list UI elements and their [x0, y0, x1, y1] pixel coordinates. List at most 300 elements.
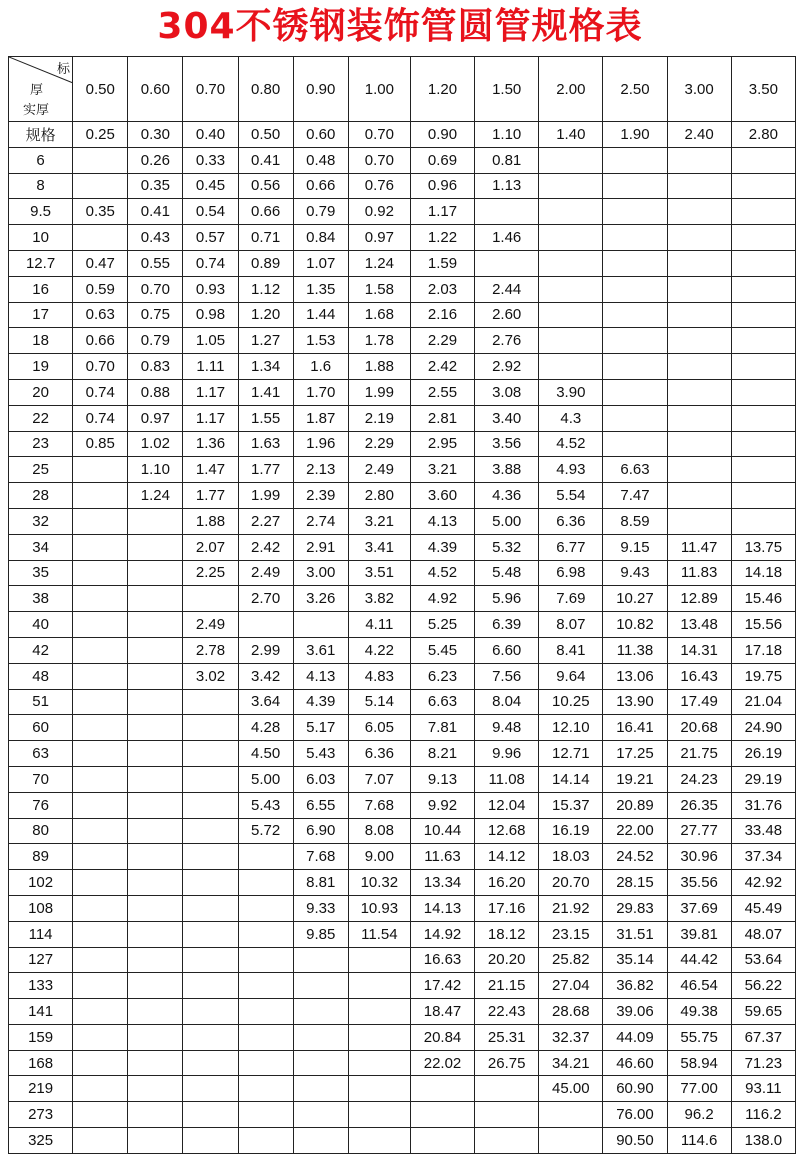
value-cell: 10.93: [348, 895, 410, 921]
size-cell: 16: [9, 276, 73, 302]
value-cell: 36.82: [603, 973, 667, 999]
value-cell: [293, 973, 348, 999]
value-cell: [731, 379, 795, 405]
value-cell: 7.68: [293, 844, 348, 870]
value-cell: 59.65: [731, 999, 795, 1025]
value-cell: [667, 483, 731, 509]
value-cell: [731, 457, 795, 483]
value-cell: 19.21: [603, 766, 667, 792]
value-cell: 8.04: [475, 689, 539, 715]
value-cell: [667, 508, 731, 534]
nominal-thickness-cell: 3.50: [731, 57, 795, 122]
value-cell: 20.89: [603, 792, 667, 818]
value-cell: [73, 792, 128, 818]
value-cell: 16.63: [410, 947, 474, 973]
value-cell: 0.74: [73, 379, 128, 405]
value-cell: 1.99: [348, 379, 410, 405]
value-cell: 1.12: [238, 276, 293, 302]
value-cell: [238, 973, 293, 999]
value-cell: [731, 483, 795, 509]
nominal-thickness-cell: 1.20: [410, 57, 474, 122]
value-cell: 1.24: [128, 483, 183, 509]
value-cell: [73, 612, 128, 638]
value-cell: 0.45: [183, 173, 238, 199]
value-cell: [731, 173, 795, 199]
value-cell: 48.07: [731, 921, 795, 947]
value-cell: [667, 379, 731, 405]
value-cell: 6.55: [293, 792, 348, 818]
value-cell: 30.96: [667, 844, 731, 870]
value-cell: 25.82: [539, 947, 603, 973]
value-cell: 49.38: [667, 999, 731, 1025]
value-cell: 0.85: [73, 431, 128, 457]
corner-label-thickness: 厚: [30, 83, 44, 98]
value-cell: 10.44: [410, 818, 474, 844]
value-cell: 21.75: [667, 741, 731, 767]
value-cell: 0.55: [128, 250, 183, 276]
value-cell: [539, 173, 603, 199]
value-cell: 2.25: [183, 560, 238, 586]
value-cell: [731, 276, 795, 302]
value-cell: 1.46: [475, 225, 539, 251]
value-cell: 15.37: [539, 792, 603, 818]
value-cell: [348, 973, 410, 999]
actual-thickness-cell: 0.25: [73, 122, 128, 148]
value-cell: [128, 1050, 183, 1076]
value-cell: 2.92: [475, 354, 539, 380]
table-row: [9, 663, 796, 689]
value-cell: [73, 947, 128, 973]
value-cell: 0.56: [238, 173, 293, 199]
actual-thickness-cell: 0.30: [128, 122, 183, 148]
value-cell: [73, 1128, 128, 1154]
value-cell: 4.13: [293, 663, 348, 689]
value-cell: 2.42: [410, 354, 474, 380]
value-cell: [603, 302, 667, 328]
table-row: [9, 457, 796, 483]
value-cell: [348, 999, 410, 1025]
value-cell: [73, 508, 128, 534]
value-cell: 1.10: [128, 457, 183, 483]
value-cell: 37.69: [667, 895, 731, 921]
value-cell: [183, 741, 238, 767]
actual-thickness-cell: 1.90: [603, 122, 667, 148]
value-cell: 1.96: [293, 431, 348, 457]
value-cell: [293, 1050, 348, 1076]
value-cell: 0.69: [410, 147, 474, 173]
value-cell: 16.41: [603, 715, 667, 741]
value-cell: 2.99: [238, 637, 293, 663]
value-cell: 16.20: [475, 870, 539, 896]
value-cell: 45.49: [731, 895, 795, 921]
value-cell: 20.20: [475, 947, 539, 973]
corner-label-nominal: 标: [56, 62, 70, 77]
value-cell: [348, 1076, 410, 1102]
value-cell: [128, 973, 183, 999]
value-cell: 24.52: [603, 844, 667, 870]
value-cell: 55.75: [667, 1024, 731, 1050]
value-cell: 7.68: [348, 792, 410, 818]
value-cell: [238, 1076, 293, 1102]
table-row: [9, 921, 796, 947]
value-cell: [73, 1050, 128, 1076]
value-cell: 5.00: [238, 766, 293, 792]
value-cell: [348, 1024, 410, 1050]
value-cell: 39.81: [667, 921, 731, 947]
value-cell: 17.42: [410, 973, 474, 999]
table-row: [9, 637, 796, 663]
value-cell: 6.77: [539, 534, 603, 560]
size-cell: 23: [9, 431, 73, 457]
value-cell: [128, 663, 183, 689]
value-cell: 2.49: [348, 457, 410, 483]
size-cell: 22: [9, 405, 73, 431]
value-cell: 11.47: [667, 534, 731, 560]
value-cell: 44.09: [603, 1024, 667, 1050]
value-cell: [128, 612, 183, 638]
value-cell: 0.35: [128, 173, 183, 199]
value-cell: 4.28: [238, 715, 293, 741]
value-cell: [183, 818, 238, 844]
size-cell: 325: [9, 1128, 73, 1154]
value-cell: 4.13: [410, 508, 474, 534]
value-cell: 2.81: [410, 405, 474, 431]
size-cell: 48: [9, 663, 73, 689]
table-row: [9, 560, 796, 586]
size-cell: 38: [9, 586, 73, 612]
value-cell: [73, 715, 128, 741]
value-cell: [183, 1128, 238, 1154]
value-cell: [73, 560, 128, 586]
size-cell: 19: [9, 354, 73, 380]
value-cell: [128, 999, 183, 1025]
value-cell: 4.93: [539, 457, 603, 483]
size-cell: 42: [9, 637, 73, 663]
value-cell: 17.16: [475, 895, 539, 921]
value-cell: 9.64: [539, 663, 603, 689]
value-cell: 5.43: [238, 792, 293, 818]
value-cell: 138.0: [731, 1128, 795, 1154]
value-cell: [539, 276, 603, 302]
value-cell: [603, 225, 667, 251]
value-cell: 0.41: [238, 147, 293, 173]
value-cell: [238, 999, 293, 1025]
value-cell: 1.47: [183, 457, 238, 483]
size-cell: 108: [9, 895, 73, 921]
value-cell: [73, 534, 128, 560]
size-cell: 34: [9, 534, 73, 560]
value-cell: 3.21: [348, 508, 410, 534]
value-cell: 7.07: [348, 766, 410, 792]
value-cell: [603, 250, 667, 276]
value-cell: [128, 560, 183, 586]
value-cell: 6.98: [539, 560, 603, 586]
corner-label-actual: 实厚: [23, 103, 50, 118]
value-cell: 1.24: [348, 250, 410, 276]
value-cell: 13.75: [731, 534, 795, 560]
value-cell: 90.50: [603, 1128, 667, 1154]
value-cell: [73, 1024, 128, 1050]
size-cell: 12.7: [9, 250, 73, 276]
value-cell: 2.39: [293, 483, 348, 509]
value-cell: [183, 870, 238, 896]
value-cell: 1.6: [293, 354, 348, 380]
value-cell: 4.3: [539, 405, 603, 431]
size-cell: 40: [9, 612, 73, 638]
table-row: [9, 741, 796, 767]
value-cell: 1.02: [128, 431, 183, 457]
value-cell: 3.60: [410, 483, 474, 509]
value-cell: [475, 1102, 539, 1128]
size-cell: 32: [9, 508, 73, 534]
value-cell: 0.83: [128, 354, 183, 380]
value-cell: 4.22: [348, 637, 410, 663]
value-cell: 6.63: [410, 689, 474, 715]
page-title: 304不锈钢装饰管圆管规格表: [157, 6, 643, 47]
value-cell: [238, 895, 293, 921]
value-cell: [128, 586, 183, 612]
value-cell: 18.47: [410, 999, 474, 1025]
nominal-thickness-cell: 0.70: [183, 57, 238, 122]
value-cell: 27.77: [667, 818, 731, 844]
value-cell: [238, 1102, 293, 1128]
value-cell: 53.64: [731, 947, 795, 973]
value-cell: 1.34: [238, 354, 293, 380]
value-cell: 8.07: [539, 612, 603, 638]
value-cell: 67.37: [731, 1024, 795, 1050]
size-cell: 114: [9, 921, 73, 947]
table-row: [9, 328, 796, 354]
value-cell: [73, 1102, 128, 1128]
value-cell: 2.44: [475, 276, 539, 302]
value-cell: 2.60: [475, 302, 539, 328]
value-cell: [667, 250, 731, 276]
value-cell: [128, 895, 183, 921]
size-cell: 76: [9, 792, 73, 818]
value-cell: 0.57: [183, 225, 238, 251]
size-cell: 168: [9, 1050, 73, 1076]
table-row: [9, 1050, 796, 1076]
table-row: [9, 870, 796, 896]
value-cell: 12.68: [475, 818, 539, 844]
value-cell: [128, 1024, 183, 1050]
value-cell: [410, 1076, 474, 1102]
value-cell: [603, 173, 667, 199]
value-cell: 0.79: [128, 328, 183, 354]
value-cell: 37.34: [731, 844, 795, 870]
value-cell: [293, 947, 348, 973]
table-row: [9, 199, 796, 225]
table-row: [9, 895, 796, 921]
value-cell: 1.36: [183, 431, 238, 457]
value-cell: 3.64: [238, 689, 293, 715]
value-cell: 96.2: [667, 1102, 731, 1128]
value-cell: 1.41: [238, 379, 293, 405]
table-row: [9, 973, 796, 999]
spec-label-cell: 规格: [9, 122, 73, 148]
value-cell: [238, 1050, 293, 1076]
value-cell: 9.15: [603, 534, 667, 560]
value-cell: 0.97: [348, 225, 410, 251]
table-row: [9, 405, 796, 431]
value-cell: 35.56: [667, 870, 731, 896]
value-cell: [183, 973, 238, 999]
value-cell: [603, 276, 667, 302]
value-cell: 2.49: [238, 560, 293, 586]
nominal-thickness-cell: 0.80: [238, 57, 293, 122]
value-cell: 2.70: [238, 586, 293, 612]
value-cell: 9.92: [410, 792, 474, 818]
actual-thickness-cell: 0.40: [183, 122, 238, 148]
value-cell: 12.89: [667, 586, 731, 612]
value-cell: 0.63: [73, 302, 128, 328]
table-row: [9, 1102, 796, 1128]
value-cell: [73, 895, 128, 921]
value-cell: [603, 147, 667, 173]
value-cell: 14.92: [410, 921, 474, 947]
value-cell: 3.56: [475, 431, 539, 457]
value-cell: 58.94: [667, 1050, 731, 1076]
value-cell: 13.48: [667, 612, 731, 638]
nominal-thickness-row: [9, 57, 796, 122]
value-cell: 31.51: [603, 921, 667, 947]
value-cell: 28.15: [603, 870, 667, 896]
value-cell: 5.14: [348, 689, 410, 715]
value-cell: [238, 947, 293, 973]
actual-thickness-cell: 1.10: [475, 122, 539, 148]
value-cell: 2.13: [293, 457, 348, 483]
value-cell: 8.81: [293, 870, 348, 896]
value-cell: [539, 328, 603, 354]
table-row: [9, 818, 796, 844]
value-cell: 3.90: [539, 379, 603, 405]
size-cell: 273: [9, 1102, 73, 1128]
value-cell: 9.43: [603, 560, 667, 586]
value-cell: [731, 431, 795, 457]
table-row: [9, 844, 796, 870]
value-cell: 0.74: [73, 405, 128, 431]
value-cell: 39.06: [603, 999, 667, 1025]
value-cell: 26.35: [667, 792, 731, 818]
value-cell: [603, 379, 667, 405]
value-cell: 16.19: [539, 818, 603, 844]
value-cell: [183, 1076, 238, 1102]
value-cell: 10.32: [348, 870, 410, 896]
value-cell: 12.10: [539, 715, 603, 741]
value-cell: [183, 586, 238, 612]
value-cell: 0.47: [73, 250, 128, 276]
table-row: [9, 792, 796, 818]
value-cell: 45.00: [539, 1076, 603, 1102]
value-cell: 0.66: [293, 173, 348, 199]
actual-thickness-cell: 2.40: [667, 122, 731, 148]
value-cell: 0.48: [293, 147, 348, 173]
table-row: [9, 302, 796, 328]
value-cell: 14.31: [667, 637, 731, 663]
table-row: [9, 1076, 796, 1102]
actual-thickness-cell: 0.90: [410, 122, 474, 148]
value-cell: 2.91: [293, 534, 348, 560]
value-cell: 2.16: [410, 302, 474, 328]
value-cell: 11.83: [667, 560, 731, 586]
table-row: [9, 173, 796, 199]
size-cell: 159: [9, 1024, 73, 1050]
value-cell: 0.89: [238, 250, 293, 276]
value-cell: 0.66: [73, 328, 128, 354]
value-cell: 46.54: [667, 973, 731, 999]
value-cell: 1.44: [293, 302, 348, 328]
value-cell: 2.07: [183, 534, 238, 560]
value-cell: [128, 1128, 183, 1154]
value-cell: 5.32: [475, 534, 539, 560]
value-cell: 1.17: [410, 199, 474, 225]
value-cell: 13.06: [603, 663, 667, 689]
value-cell: [183, 766, 238, 792]
size-cell: 51: [9, 689, 73, 715]
value-cell: 4.36: [475, 483, 539, 509]
value-cell: 22.43: [475, 999, 539, 1025]
value-cell: 116.2: [731, 1102, 795, 1128]
table-row: [9, 689, 796, 715]
value-cell: [603, 405, 667, 431]
size-cell: 63: [9, 741, 73, 767]
nominal-thickness-cell: 1.50: [475, 57, 539, 122]
value-cell: [667, 173, 731, 199]
value-cell: 2.27: [238, 508, 293, 534]
value-cell: 6.60: [475, 637, 539, 663]
value-cell: 3.88: [475, 457, 539, 483]
value-cell: 10.27: [603, 586, 667, 612]
value-cell: 7.47: [603, 483, 667, 509]
value-cell: 18.12: [475, 921, 539, 947]
value-cell: 23.15: [539, 921, 603, 947]
value-cell: 12.04: [475, 792, 539, 818]
value-cell: 14.12: [475, 844, 539, 870]
value-cell: 5.17: [293, 715, 348, 741]
value-cell: 0.97: [128, 405, 183, 431]
value-cell: [667, 431, 731, 457]
value-cell: 6.03: [293, 766, 348, 792]
value-cell: 13.90: [603, 689, 667, 715]
value-cell: 7.81: [410, 715, 474, 741]
value-cell: 2.29: [348, 431, 410, 457]
value-cell: 12.71: [539, 741, 603, 767]
value-cell: 0.43: [128, 225, 183, 251]
value-cell: 5.54: [539, 483, 603, 509]
value-cell: [731, 328, 795, 354]
size-cell: 60: [9, 715, 73, 741]
value-cell: [128, 870, 183, 896]
value-cell: 33.48: [731, 818, 795, 844]
value-cell: [731, 250, 795, 276]
value-cell: 24.90: [731, 715, 795, 741]
value-cell: [667, 405, 731, 431]
value-cell: 6.23: [410, 663, 474, 689]
value-cell: 7.56: [475, 663, 539, 689]
value-cell: [539, 199, 603, 225]
value-cell: 0.98: [183, 302, 238, 328]
value-cell: [731, 354, 795, 380]
value-cell: 5.25: [410, 612, 474, 638]
value-cell: [293, 1076, 348, 1102]
table-row: [9, 1128, 796, 1154]
value-cell: 15.46: [731, 586, 795, 612]
value-cell: 6.36: [348, 741, 410, 767]
table-row: [9, 715, 796, 741]
value-cell: 1.53: [293, 328, 348, 354]
size-cell: 219: [9, 1076, 73, 1102]
table-row: [9, 612, 796, 638]
